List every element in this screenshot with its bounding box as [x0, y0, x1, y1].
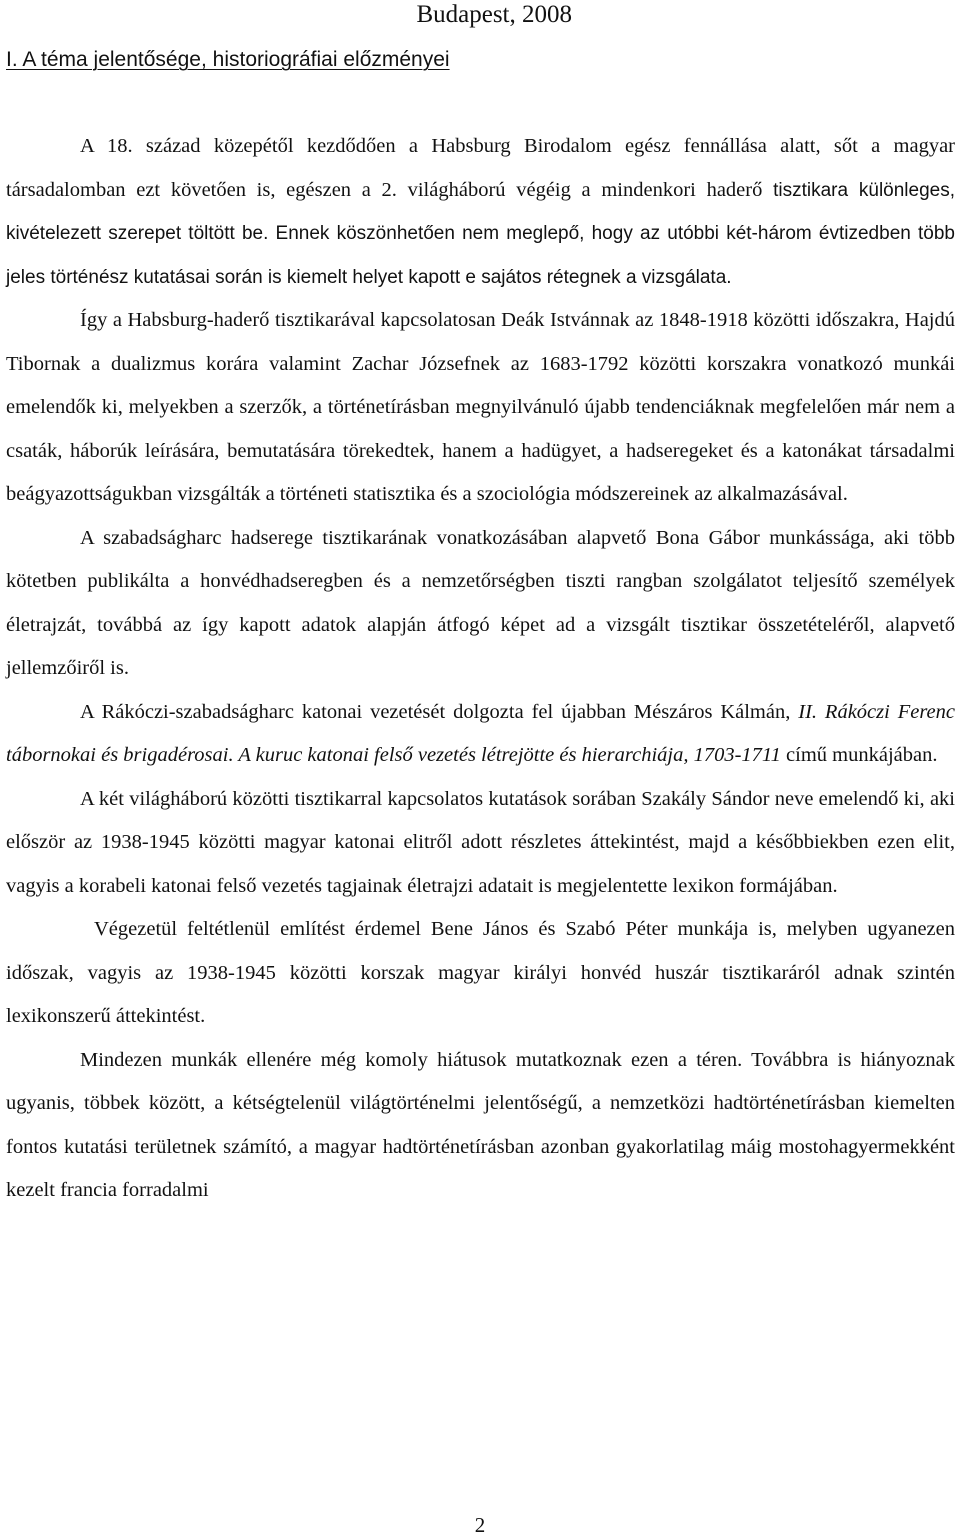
paragraph-7: Mindezen munkák ellenére még komoly hiátusok mutatkoznak ezen a téren. Továbbra is hiányoznak ugyanis, többek között, a kétségtelenül világtörténelmi jelentőségű, a nemzetközi hadtörténetírásban kiemelten fontos kutatási területnek számító, a magyar hadtörténetírásban azonban gyakorlatilag máig mostohagyermekként kezelt francia forradalmi — [6, 1048, 955, 1201]
paragraph-1 — [6, 125, 955, 299]
page-number: 2 — [474, 1513, 486, 1537]
paragraph-5: A két világháború közötti tisztikarral kapcsolatos kutatások sorában Szakály Sándor neve emelendő ki, aki először az 1938-1945 közötti magyar katonai elitről adott részletes áttekintést, majd a későbbiekben ezen elit, vagyis a korabeli katonai felső vezetés tagjainak életrajzi adatait is megjelentette lexikon formájában. — [6, 787, 955, 897]
paragraph-3: A szabadságharc hadserege tisztikarának vonatkozásában alapvető Bona Gábor munkássága, aki több kötetben publikálta a honvédhadseregben és a nemzetőrségben tiszti rangban szolgálatot teljesítő személyek életrajzát, továbbá az így kapott adatok alapján átfogó képet ad a vizsgált tisztikar összetételéről, alapvető jellemzőiről is. — [6, 526, 955, 679]
paragraph-1-part-1: A 18. század közepétől kezdődően a Habsburg Birodalom egész fennállása alatt, sőt a magyar társadalomban ezt követően is, egészen a 2. világháború végéig a mindenkori haderő — [6, 135, 955, 201]
paragraph-4 — [6, 691, 955, 778]
section-heading: I. A téma jelentősége, historiográfiai előzményei — [6, 48, 450, 71]
paragraph-4-lead: A Rákóczi-szabadságharc katonai vezetését dolgozta fel újabban Mészáros Kálmán, — [80, 700, 791, 723]
place-date-header: Budapest, 2008 — [416, 1, 572, 28]
paragraph-1-part-2: tisztikara különleges, kivételezett szerepet töltött be. Ennek köszönhetően nem meglepő, hogy az utóbbi két-három évtizedben több jeles történész kutatásai során is kiemelt helyet kapott e sajátos rétegnek a vizsgálata. — [6, 179, 955, 288]
paragraph-6: Végezetül feltétlenül említést érdemel Bene János és Szabó Péter munkája is, melyben ugyanezen időszak, vagyis az 1938-1945 közötti korszak magyar királyi honvéd huszár tisztikaráról adnak szintén lexikonszerű áttekintést. — [6, 918, 955, 1027]
book-title: II. Rákóczi Ferenc tábornokai és brigadérosai. A kuruc katonai felső vezetés létrejötte és hierarchiája, 1703-1711 — [6, 700, 956, 766]
paragraph-2: Így a Habsburg-haderő tisztikarával kapcsolatosan Deák Istvánnak az 1848-1918 közötti időszakra, Hajdú Tibornak a dualizmus korára valamint Zachar Józsefnek az 1683-1792 közötti korszakra vonatkozó munkái emelendők ki, melyekben a szerzők, a történetírásban megnyilvánuló újabb tendenciáknak megfelelően már nem a csaták, háborúk leírására, bemutatására törekedtek, hanem a hadügyet, a hadseregeket és a katonákat társadalmi beágyazottságukban vizsgálták a történeti statisztika és a szociológia módszereinek az alkalmazásával. — [6, 309, 955, 505]
body-text — [6, 125, 955, 1213]
paragraph-4-tail: című munkájában. — [786, 744, 938, 766]
